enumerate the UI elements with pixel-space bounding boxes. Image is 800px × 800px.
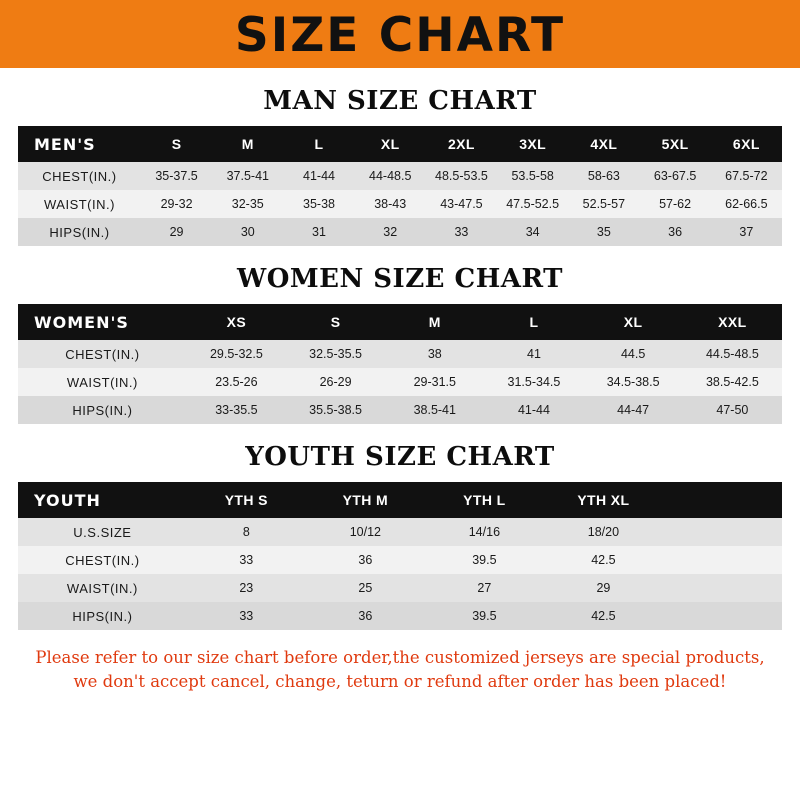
table-row <box>18 368 782 396</box>
row-label-us-size: U.S.SIZE <box>18 518 187 546</box>
table-row <box>18 396 782 424</box>
table-header-row <box>18 126 782 162</box>
header-cell-xl: XL <box>584 304 683 340</box>
cell: 25 <box>306 574 425 602</box>
cell: 67.5-72 <box>711 162 782 190</box>
cell: 14/16 <box>425 518 544 546</box>
cell: 32 <box>355 218 426 246</box>
header-cell-4xl: 4XL <box>568 126 639 162</box>
cell: 35.5-38.5 <box>286 396 385 424</box>
cell <box>663 546 782 574</box>
row-label-chest: CHEST(IN.) <box>18 546 187 574</box>
header-cell-s: S <box>141 126 212 162</box>
men-size-table <box>18 126 782 246</box>
header-cell-3xl: 3XL <box>497 126 568 162</box>
cell: 23.5-26 <box>187 368 286 396</box>
cell: 31 <box>283 218 354 246</box>
cell: 41-44 <box>484 396 583 424</box>
cell: 41-44 <box>283 162 354 190</box>
header-cell-label: MEN'S <box>18 126 141 162</box>
cell: 34.5-38.5 <box>584 368 683 396</box>
footer-note <box>18 646 782 694</box>
cell: 36 <box>639 218 710 246</box>
header-cell-label: WOMEN'S <box>18 304 187 340</box>
cell: 62-66.5 <box>711 190 782 218</box>
section-title-women: WOMEN SIZE CHART <box>237 264 563 294</box>
cell: 32.5-35.5 <box>286 340 385 368</box>
cell: 38-43 <box>355 190 426 218</box>
cell: 44-48.5 <box>355 162 426 190</box>
cell: 47-50 <box>683 396 782 424</box>
cell: 38.5-42.5 <box>683 368 782 396</box>
cell: 31.5-34.5 <box>484 368 583 396</box>
cell: 29-31.5 <box>385 368 484 396</box>
cell: 37 <box>711 218 782 246</box>
cell: 44-47 <box>584 396 683 424</box>
youth-size-table <box>18 482 782 630</box>
cell: 47.5-52.5 <box>497 190 568 218</box>
cell: 29.5-32.5 <box>187 340 286 368</box>
cell: 38.5-41 <box>385 396 484 424</box>
table-row <box>18 218 782 246</box>
table-row <box>18 162 782 190</box>
cell: 36 <box>306 546 425 574</box>
table-row <box>18 574 782 602</box>
row-label-waist: WAIST(IN.) <box>18 574 187 602</box>
cell: 18/20 <box>544 518 663 546</box>
cell: 23 <box>187 574 306 602</box>
table-row <box>18 602 782 630</box>
header-cell-l: L <box>283 126 354 162</box>
section-title-men: MAN SIZE CHART <box>263 86 537 116</box>
header-band <box>0 0 800 68</box>
table-header-row <box>18 482 782 518</box>
row-label-hips: HIPS(IN.) <box>18 218 141 246</box>
cell: 37.5-41 <box>212 162 283 190</box>
cell: 30 <box>212 218 283 246</box>
women-size-table <box>18 304 782 424</box>
cell: 34 <box>497 218 568 246</box>
cell: 63-67.5 <box>639 162 710 190</box>
cell: 26-29 <box>286 368 385 396</box>
header-cell-2xl: 2XL <box>426 126 497 162</box>
cell: 53.5-58 <box>497 162 568 190</box>
cell: 43-47.5 <box>426 190 497 218</box>
header-cell-yth-s: YTH S <box>187 482 306 518</box>
cell: 36 <box>306 602 425 630</box>
cell: 29 <box>141 218 212 246</box>
table-header-row <box>18 304 782 340</box>
cell: 44.5-48.5 <box>683 340 782 368</box>
page-title: SIZE CHART <box>234 7 566 63</box>
table-row <box>18 190 782 218</box>
section-title-youth: YOUTH SIZE CHART <box>245 442 555 472</box>
cell: 35-37.5 <box>141 162 212 190</box>
cell: 57-62 <box>639 190 710 218</box>
cell: 35-38 <box>283 190 354 218</box>
footer-note-line2: we don't accept cancel, change, teturn or refund after order has been placed! <box>73 671 727 691</box>
cell: 44.5 <box>584 340 683 368</box>
row-label-hips: HIPS(IN.) <box>18 396 187 424</box>
cell: 29-32 <box>141 190 212 218</box>
header-cell-5xl: 5XL <box>639 126 710 162</box>
cell: 38 <box>385 340 484 368</box>
cell: 32-35 <box>212 190 283 218</box>
header-cell-empty <box>663 482 782 518</box>
header-cell-xs: XS <box>187 304 286 340</box>
cell <box>663 574 782 602</box>
table-row <box>18 340 782 368</box>
header-cell-m: M <box>385 304 484 340</box>
header-cell-label: YOUTH <box>18 482 187 518</box>
cell: 52.5-57 <box>568 190 639 218</box>
cell <box>663 602 782 630</box>
cell: 29 <box>544 574 663 602</box>
header-cell-s: S <box>286 304 385 340</box>
table-row <box>18 546 782 574</box>
cell: 33 <box>187 546 306 574</box>
cell: 35 <box>568 218 639 246</box>
cell: 39.5 <box>425 602 544 630</box>
chart-content <box>0 86 800 694</box>
cell: 41 <box>484 340 583 368</box>
row-label-waist: WAIST(IN.) <box>18 190 141 218</box>
header-cell-yth-l: YTH L <box>425 482 544 518</box>
footer-note-line1: Please refer to our size chart before order,the customized jerseys are special products, <box>35 648 765 667</box>
cell: 42.5 <box>544 546 663 574</box>
cell: 33-35.5 <box>187 396 286 424</box>
header-cell-m: M <box>212 126 283 162</box>
cell <box>663 518 782 546</box>
table-row <box>18 518 782 546</box>
header-cell-yth-xl: YTH XL <box>544 482 663 518</box>
row-label-waist: WAIST(IN.) <box>18 368 187 396</box>
row-label-hips: HIPS(IN.) <box>18 602 187 630</box>
row-label-chest: CHEST(IN.) <box>18 162 141 190</box>
cell: 8 <box>187 518 306 546</box>
cell: 27 <box>425 574 544 602</box>
cell: 58-63 <box>568 162 639 190</box>
header-cell-yth-m: YTH M <box>306 482 425 518</box>
header-cell-xxl: XXL <box>683 304 782 340</box>
cell: 48.5-53.5 <box>426 162 497 190</box>
cell: 42.5 <box>544 602 663 630</box>
header-cell-xl: XL <box>355 126 426 162</box>
header-cell-6xl: 6XL <box>711 126 782 162</box>
cell: 39.5 <box>425 546 544 574</box>
cell: 33 <box>187 602 306 630</box>
row-label-chest: CHEST(IN.) <box>18 340 187 368</box>
cell: 10/12 <box>306 518 425 546</box>
cell: 33 <box>426 218 497 246</box>
header-cell-l: L <box>484 304 583 340</box>
